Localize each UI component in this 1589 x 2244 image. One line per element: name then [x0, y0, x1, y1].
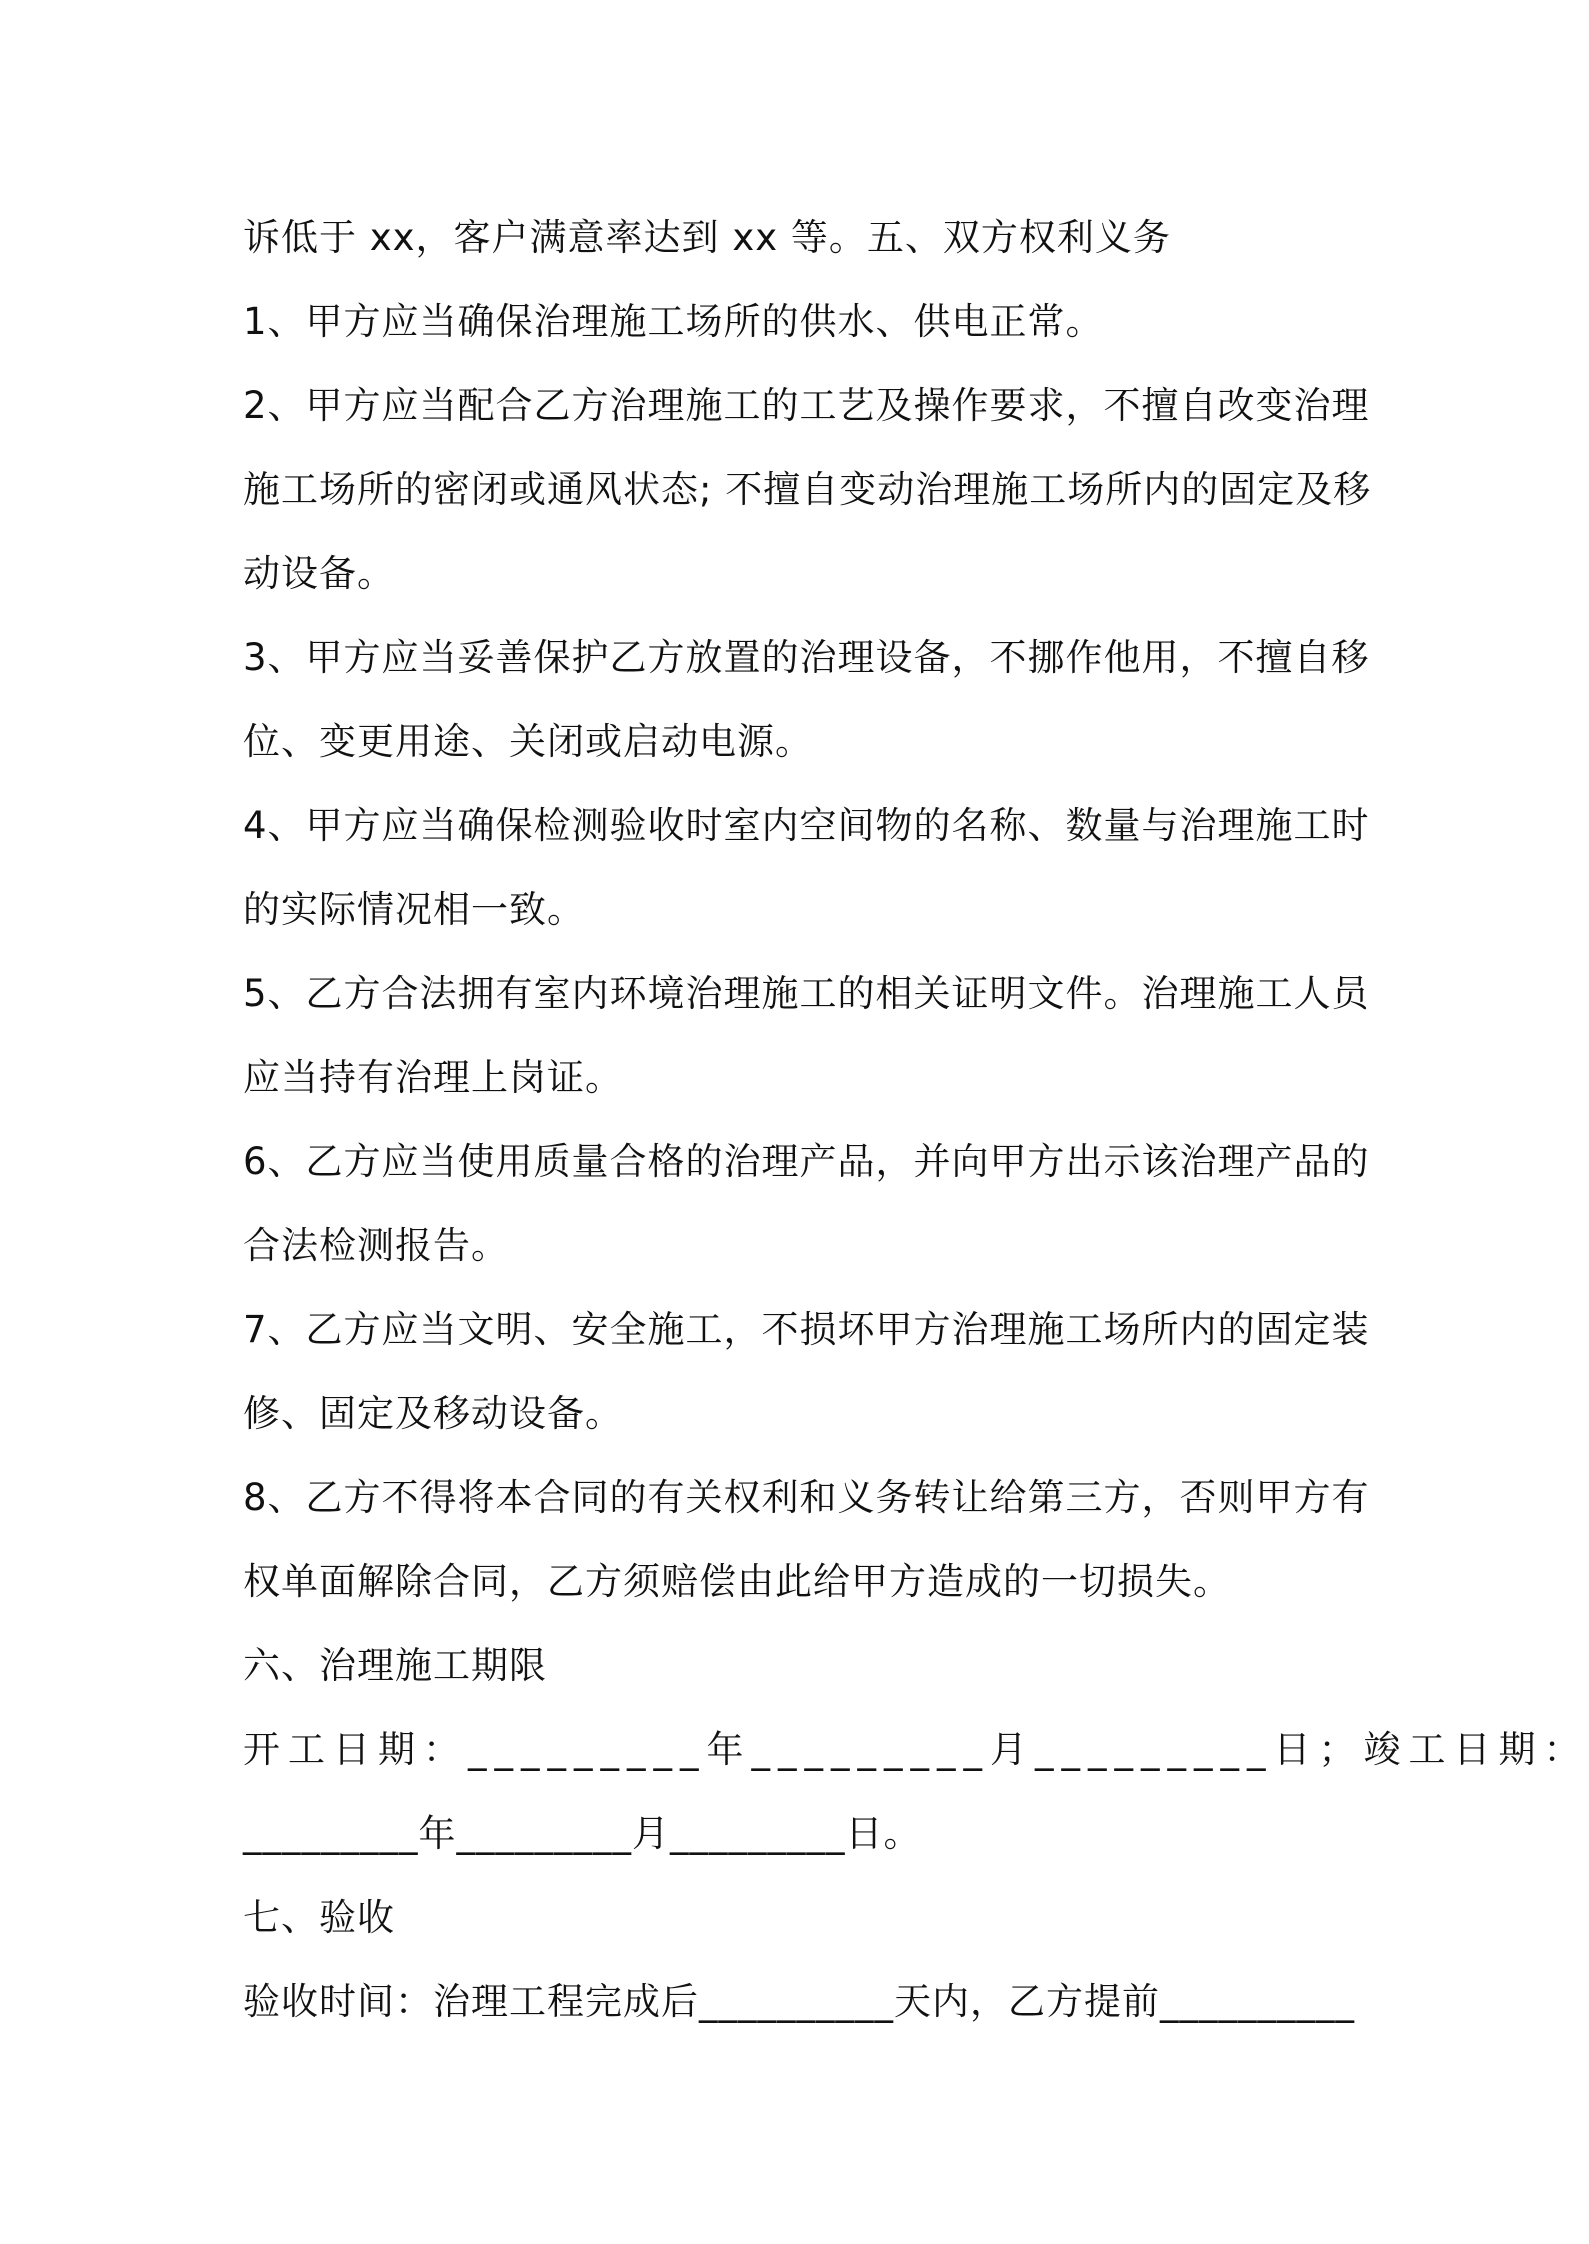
acceptance-time-line: 验收时间：治理工程完成后__________天内，乙方提前__________: [243, 1980, 1355, 2023]
clause-7-line-1: 7、乙方应当文明、安全施工，不损坏甲方治理施工场所内的固定装: [243, 1308, 1370, 1351]
clause-2-line-1: 2、甲方应当配合乙方治理施工的工艺及操作要求，不擅自改变治理: [243, 384, 1370, 427]
clause-2-line-2: 施工场所的密闭或通风状态; 不擅自变动治理施工场所内的固定及移: [243, 468, 1372, 511]
clause-3-line-2: 位、变更用途、关闭或启动电源。: [243, 720, 813, 763]
clause-5-line-1: 5、乙方合法拥有室内环境治理施工的相关证明文件。治理施工人员: [243, 972, 1370, 1015]
clause-5-line-2: 应当持有治理上岗证。: [243, 1056, 623, 1099]
start-end-date-line: 开工日期：_________年_________月_________日；竣工日期：: [243, 1728, 1589, 1771]
clause-8-line-1: 8、乙方不得将本合同的有关权利和义务转让给第三方，否则甲方有: [243, 1476, 1370, 1519]
document-page: [243, 196, 1589, 2044]
clause-6-line-1: 6、乙方应当使用质量合格的治理产品，并向甲方出示该治理产品的: [243, 1140, 1370, 1183]
clause-3-line-1: 3、甲方应当妥善保护乙方放置的治理设备，不挪作他用，不擅自移: [243, 636, 1370, 679]
clause-8-line-2: 权单面解除合同，乙方须赔偿由此给甲方造成的一切损失。: [243, 1560, 1231, 1603]
text-line: 诉低于 xx，客户满意率达到 xx 等。五、双方权利义务: [243, 216, 1171, 259]
end-date-line: _________年_________月_________日。: [243, 1812, 922, 1855]
clause-6-line-2: 合法检测报告。: [243, 1224, 509, 1267]
clause-2-line-3: 动设备。: [243, 552, 395, 595]
section-heading-acceptance: 七、验收: [243, 1896, 395, 1939]
section-heading-construction-period: 六、治理施工期限: [243, 1644, 547, 1687]
clause-7-line-2: 修、固定及移动设备。: [243, 1392, 623, 1435]
clause-4-line-2: 的实际情况相一致。: [243, 888, 585, 931]
clause-1: 1、甲方应当确保治理施工场所的供水、供电正常。: [243, 300, 1104, 343]
clause-4-line-1: 4、甲方应当确保检测验收时室内空间物的名称、数量与治理施工时: [243, 804, 1370, 847]
